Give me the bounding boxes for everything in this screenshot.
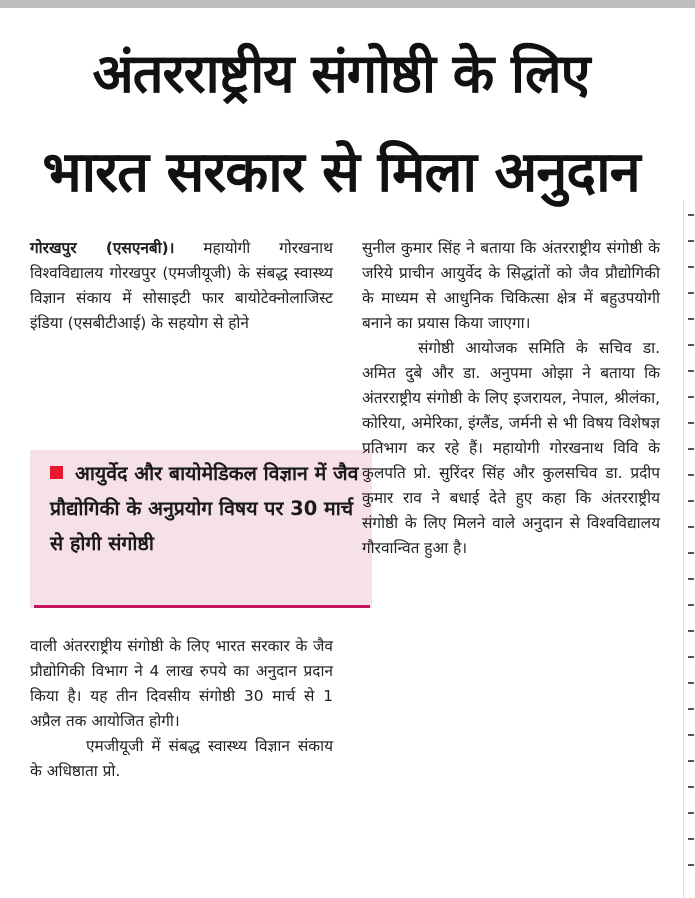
article-paragraph-aims: सुनील कुमार सिंह ने बताया कि अंतरराष्ट्रीय संगोष्ठी के जरिये प्राचीन आयुर्वेद के सिद्धांतों को जैव प्रौद्योगिकी के माध्यम से आधुनिक चिकित्सा क्षेत्र में बहुउपयोगी बनाने का प्रयास किया जाएगा। [362, 239, 660, 332]
article-paragraph-grant: वाली अंतरराष्ट्रीय संगोष्ठी के लिए भारत सरकार के जैव प्रौद्योगिकी विभाग ने 4 लाख रुपये का अनुदान प्रदान किया है। यह तीन दिवसीय संगोष्ठी 30 मार्च से 1 अप्रैल तक आयोजित होगी। [30, 637, 333, 730]
article-column-2 [362, 236, 660, 561]
highlight-underline-rule [34, 605, 370, 608]
adjacent-article-edge [683, 200, 695, 898]
article-intro-text: महायोगी गोरखनाथ विश्वविद्यालय गोरखपुर (एमजीयूजी) के संबद्ध स्वास्थ्य विज्ञान संकाय में सोसाइटी फार बायोटेक्नोलाजिस्ट इंडिया (एसबीटीआई) के सहयोग से होने [30, 239, 333, 332]
article-column-1-top [30, 236, 333, 336]
headline-line-1: अंतरराष्ट्रीय संगोष्ठी के लिए [92, 42, 590, 105]
article-paragraph-dean: एमजीयूजी में संबद्ध स्वास्थ्य विज्ञान संकाय के अधिष्ठाता प्रो. [30, 737, 333, 780]
highlight-text-container [50, 456, 368, 561]
headline-line-2: भारत सरकार से मिला अनुदान [42, 140, 640, 205]
page-top-border [0, 0, 695, 8]
highlight-text: आयुर्वेद और बायोमेडिकल विज्ञान में जैव प्रौद्योगिकी के अनुप्रयोग विषय पर 30 मार्च से होगी संगोष्ठी [50, 462, 359, 555]
dateline: गोरखपुर (एसएनबी)। [30, 239, 175, 257]
article-column-1-bottom [30, 634, 333, 784]
highlight-box [30, 450, 372, 608]
red-square-bullet-icon [50, 466, 63, 479]
article-paragraph-organizers: संगोष्ठी आयोजक समिति के सचिव डा. अमित दुबे और डा. अनुपमा ओझा ने बताया कि अंतरराष्ट्रीय संगोष्ठी के लिए इजरायल, नेपाल, श्रीलंका, कोरिया, अमेरिका, इंग्लैंड, जर्मनी से भी विषय विशेषज्ञ प्रतिभाग कर रहे हैं। महायोगी गोरखनाथ विवि के कुलपति प्रो. सुरिंदर सिंह और कुलसचिव डा. प्रदीप कुमार राव ने बधाई देते हुए कहा कि अंतरराष्ट्रीय संगोष्ठी के लिए मिलने वाले अनुदान से विश्वविद्यालय गौरवान्वित हुआ है। [362, 339, 660, 557]
